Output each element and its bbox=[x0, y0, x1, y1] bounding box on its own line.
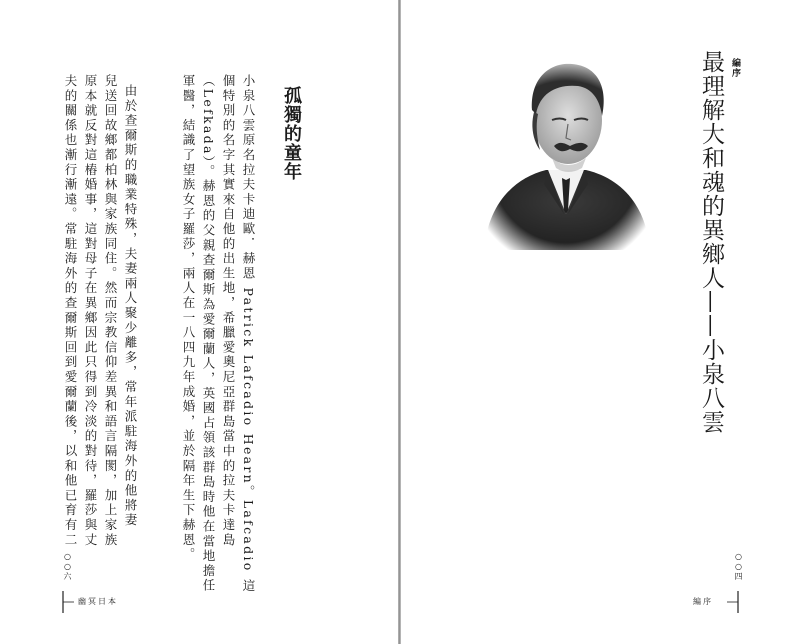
body-line: 兒送回故鄉都柏林與家族同住。然而宗教信仰差異和語言隔閡，加上家族 bbox=[103, 74, 118, 548]
body-line: 軍醫，結識了望族女子羅莎，兩人在一八四九年成婚，並於隔年生下赫恩。 bbox=[181, 74, 196, 563]
page-ornament bbox=[722, 588, 742, 616]
section-label: 編序 bbox=[730, 58, 740, 78]
portrait-photo bbox=[474, 54, 658, 250]
body-line: 原本就反對這樁婚事，這對母子在異鄉因此只得到冷淡的對待，羅莎與丈 bbox=[83, 74, 98, 548]
body-line: 由於查爾斯的職業特殊，夫妻兩人聚少離多，常年派駐海外的他將妻 bbox=[123, 84, 138, 528]
page-number: ○○六 bbox=[63, 552, 72, 581]
running-head: 編序 bbox=[693, 597, 713, 606]
page-number: ○○四 bbox=[734, 552, 743, 581]
body-line: 夫的關係也漸行漸遠。常駐海外的查爾斯回到愛爾蘭後，以和他已育有二 bbox=[63, 74, 78, 548]
body-line: 個特別的名字其實來自他的出生地，希臘愛奧尼亞群島當中的拉夫卡達島 bbox=[221, 74, 236, 548]
portrait-image bbox=[474, 54, 658, 250]
essay-title: 最理解大和魂的異鄉人——小泉八雲 bbox=[698, 50, 724, 434]
chapter-title: 孤獨的童年 bbox=[281, 86, 302, 181]
body-line: （Lefkada）。赫恩的父親查爾斯為愛爾蘭人，英國占領該群島時他在當地擔任 bbox=[201, 74, 216, 594]
running-head: 幽冥日本 bbox=[78, 597, 118, 606]
body-line: 小泉八雲原名拉夫卡迪歐．赫恩 Patrick Lafcadio Hearn。Lafcadio 這 bbox=[241, 74, 256, 594]
left-page bbox=[0, 0, 398, 644]
